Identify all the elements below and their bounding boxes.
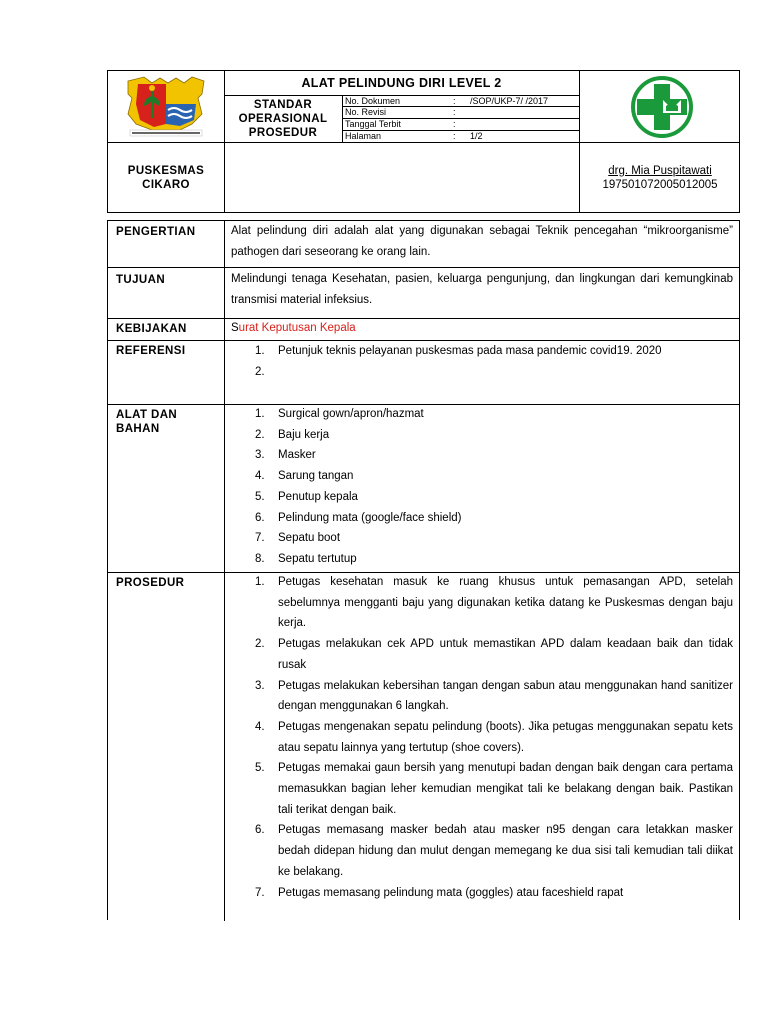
meta-separator: : (453, 96, 456, 106)
section-label-tujuan: TUJUAN (116, 274, 166, 286)
list-item-text: Petunjuk teknis pelayanan puskesmas pada masa pandemic covid19. 2020 (278, 345, 662, 357)
kebijakan-text-first: S (231, 322, 239, 334)
section-label-pengertian: PENGERTIAN (116, 226, 196, 238)
puskesmas-green-cross-icon (620, 76, 704, 138)
list-item (231, 549, 733, 570)
section-label-line: ALAT DAN (116, 409, 178, 421)
list-item (231, 717, 733, 758)
section-text-kebijakan (231, 318, 733, 339)
list-item (231, 572, 733, 634)
kebijakan-text-rest: urat Keputusan Kepala (238, 322, 356, 334)
signer-nip: 197501072005012005 (602, 179, 718, 191)
list-item (231, 758, 733, 820)
list-item-text: Petugas mengenakan sepatu pelindung (boots). Jika petugas menggunakan sepatu kets atau sepatu lainnya yang tertutup (shoe covers). (278, 720, 733, 754)
list-item (231, 508, 733, 529)
prosedur-list (231, 572, 733, 903)
list-number: 6. (255, 511, 265, 524)
alat-bahan-list (231, 404, 733, 570)
section-text-tujuan: Melindungi tenaga Kesehatan, pasien, keluarga pengunjung, dan lingkungan dari kemungkinab transmisi material infeksius. (231, 273, 733, 306)
list-item (231, 883, 733, 904)
list-number: 1. (255, 345, 265, 357)
meta-row-no-dokumen (342, 96, 580, 107)
list-item-text: Petugas memakai gaun bersih yang menutupi badan dengan baik dengan cara pertama memasukkan bagian leher kemudian mengikat tali ke belakang dengan baik. Pastikan tali terikat dengan baik. (278, 762, 733, 816)
list-item-text: Petugas melakukan kebersihan tangan dengan sabun atau menggunakan hand sanitizer dengan menggunakan 6 langkah. (278, 679, 733, 713)
list-item-text: Sepatu boot (278, 532, 341, 545)
list-item (231, 820, 733, 882)
list-number: 1. (255, 576, 265, 588)
list-item (231, 362, 733, 383)
signer-name: drg. Mia Puspitawati (608, 165, 712, 177)
list-item-text: Petugas kesehatan masuk ke ruang khusus untuk pemasangan APD, setelah sebelumnya mengganti baju yang digunakan ketika datang ke Puskesmas dengan baju kerja. (278, 576, 733, 630)
meta-value: 1/2 (470, 131, 483, 141)
list-item (231, 445, 733, 466)
meta-separator: : (453, 131, 456, 141)
list-item-text: Surgical gown/apron/hazmat (278, 408, 424, 420)
list-item-text: Petugas memasang pelindung mata (goggles) atau faceshield rapat (278, 886, 624, 899)
list-number: 7. (255, 886, 265, 899)
list-item-text: Baju kerja (278, 428, 330, 441)
list-number: 5. (255, 490, 265, 503)
sop-label-line: STANDAR (253, 98, 313, 111)
referensi-list (231, 341, 733, 382)
list-item-text: Masker (278, 449, 316, 462)
list-item-text: Sepatu tertutup (278, 552, 357, 565)
list-item-text: Petugas melakukan cek APD untuk memastikan APD dalam keadaan baik dan tidak rusak (278, 638, 733, 671)
list-number: 2. (255, 428, 265, 441)
row-divider (108, 267, 739, 268)
list-number: 1. (255, 408, 265, 420)
regency-coat-of-arms-icon (122, 74, 210, 138)
meta-value: /SOP/UKP-7/ /2017 (470, 96, 549, 106)
section-label-line: BAHAN (116, 423, 160, 435)
list-number: 6. (255, 824, 265, 837)
list-item-text: Pelindung mata (google/face shield) (278, 511, 462, 524)
meta-label: No. Revisi (345, 107, 387, 117)
signer-block (580, 143, 740, 213)
list-item (231, 634, 733, 675)
list-number: 3. (255, 679, 265, 692)
list-number: 4. (255, 470, 265, 483)
list-number: 3. (255, 449, 265, 462)
section-label-referensi: REFERENSI (116, 345, 186, 357)
list-item-text: Penutup kepala (278, 490, 358, 503)
facility-name-line: CIKARO (142, 179, 190, 191)
meta-label: Tanggal Terbit (345, 119, 401, 129)
list-item (231, 404, 733, 425)
document-title: ALAT PELINDUNG DIRI LEVEL 2 (301, 76, 502, 90)
section-label-alat-bahan (116, 408, 226, 436)
list-number: 5. (255, 762, 265, 775)
section-label-prosedur: PROSEDUR (116, 577, 185, 589)
meta-separator: : (453, 119, 456, 129)
meta-row-no-revisi (342, 107, 580, 118)
meta-row-tanggal-terbit (342, 119, 580, 130)
sop-label-line: OPERASIONAL (238, 112, 328, 125)
sop-header-table (107, 70, 740, 213)
list-item (231, 528, 733, 549)
list-number: 8. (255, 552, 265, 565)
list-number: 7. (255, 532, 265, 545)
meta-label: No. Dokumen (345, 96, 401, 106)
list-item (231, 487, 733, 508)
list-number: 2. (255, 365, 265, 378)
list-item-text: Petugas memasang masker bedah atau masker n95 dengan cara letakkan masker bedah didepan hidung dan mulut dengan memegang ke dua sisi tali kemudian tali diikat ke belakang. (278, 824, 733, 878)
list-item-text: Sarung tangan (278, 470, 354, 483)
meta-row-halaman (342, 131, 580, 142)
facility-name (108, 143, 224, 213)
list-item (231, 425, 733, 446)
facility-name-line: PUSKESMAS (127, 165, 205, 177)
meta-separator: : (453, 107, 456, 117)
section-text-pengertian: Alat pelindung diri adalah alat yang digunakan sebagai Teknik pencegahan “mikroorganisme” pathogen dari seseorang ke orang lain. (231, 225, 733, 258)
sop-content-table (107, 220, 740, 920)
list-item (231, 341, 733, 362)
meta-label: Halaman (345, 131, 382, 141)
list-item (231, 676, 733, 717)
sop-label-line: PROSEDUR (248, 126, 318, 139)
section-label-kebijakan: KEBIJAKAN (116, 323, 187, 335)
list-item (231, 466, 733, 487)
list-number: 4. (255, 720, 265, 733)
list-number: 2. (255, 638, 265, 651)
sop-label (224, 96, 342, 141)
